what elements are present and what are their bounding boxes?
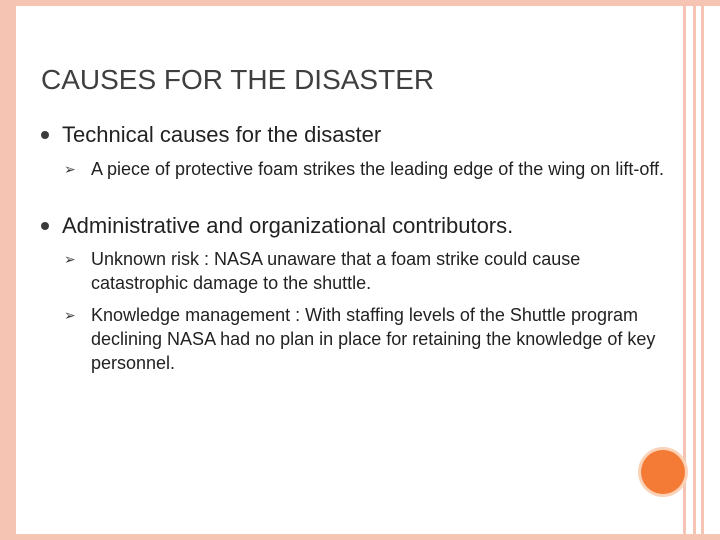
slide-title: CAUSES FOR THE DISASTER: [41, 64, 435, 95]
decorative-stripe: [693, 0, 696, 540]
bullet-item-administrative: [41, 212, 661, 240]
sub-bullet-unknown-risk: [64, 247, 674, 295]
orange-circle-icon: [641, 450, 685, 494]
filled-circle-icon: [41, 121, 62, 149]
sub-bullet-knowledge-management: [64, 303, 674, 375]
sub-bullet-text: A piece of protective foam strikes the leading edge of the wing on lift-off.: [91, 159, 665, 179]
bullet-text: Administrative and organizational contributors.: [62, 213, 514, 238]
filled-circle-icon: [41, 212, 62, 240]
decorative-stripe: [683, 0, 686, 540]
arrowhead-icon: ➢: [64, 251, 76, 267]
sub-bullet-text: Unknown risk : NASA unaware that a foam strike could cause catastrophic damage to the shuttle.: [91, 249, 581, 293]
arrowhead-icon: ➢: [64, 307, 76, 323]
sub-bullet-text: Knowledge management : With staffing levels of the Shuttle program declining NASA had no plan in place for retaining the knowledge of key personnel.: [91, 305, 656, 373]
arrowhead-icon: ➢: [64, 161, 76, 177]
bullet-item-technical-causes: [41, 121, 661, 149]
decorative-stripe: [701, 0, 704, 540]
sub-bullet-foam-strike: [64, 157, 674, 181]
bullet-text: Technical causes for the disaster: [62, 122, 382, 147]
